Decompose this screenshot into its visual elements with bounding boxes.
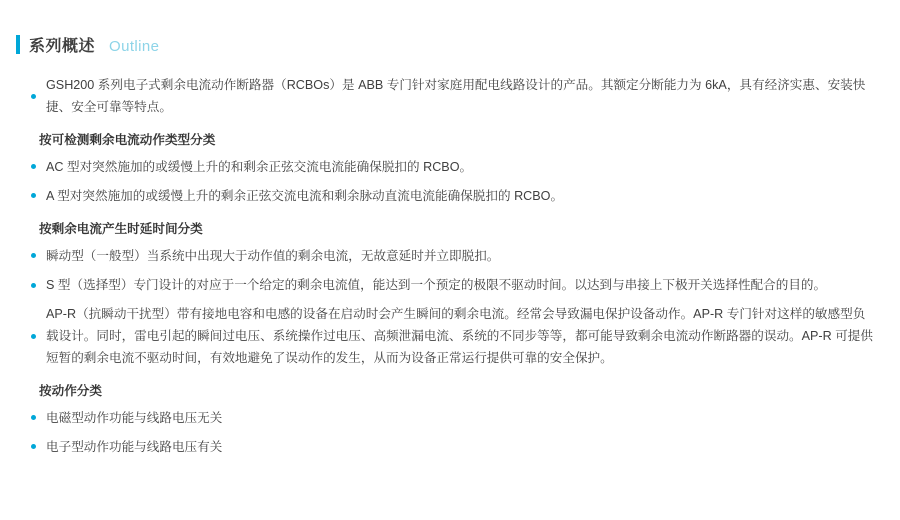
list-item-text: AC 型对突然施加的或缓慢上升的和剩余正弦交流电流能确保脱扣的 RCBO。 <box>46 160 473 174</box>
list-item <box>30 436 874 458</box>
list-item-text: GSH200 系列电子式剩余电流动作断路器（RCBOs）是 ABB 专门针对家庭用配电线路设计的产品。其额定分断能力为 6kA，具有经济实惠、安装快捷、安全可靠等特点。 <box>46 78 866 114</box>
bullet-dot-icon <box>31 253 36 258</box>
accent-bar-icon <box>16 35 20 54</box>
bullet-dot-icon <box>31 444 36 449</box>
page-title-en: Outline <box>109 38 160 55</box>
list-item <box>30 245 874 267</box>
list-item-text: A 型对突然施加的或缓慢上升的剩余正弦交流电流和剩余脉动直流电流能确保脱扣的 RCBO。 <box>46 189 564 203</box>
page-title <box>14 32 874 56</box>
bullet-dot-icon <box>31 94 36 99</box>
section-subheading: 按动作分类 <box>39 384 102 398</box>
bullet-dot-icon <box>31 193 36 198</box>
outline-content <box>14 74 874 458</box>
list-item <box>30 156 874 178</box>
list-item-text: 电子型动作功能与线路电压有关 <box>46 440 223 454</box>
list-item <box>30 274 874 296</box>
list-item <box>30 185 874 207</box>
list-item <box>30 303 874 369</box>
list-item <box>30 407 874 429</box>
page-title-cn: 系列概述 <box>29 38 96 55</box>
section-subheading: 按可检测剩余电流动作类型分类 <box>39 133 216 147</box>
bullet-dot-icon <box>31 283 36 288</box>
list-item-text: 电磁型动作功能与线路电压无关 <box>46 411 223 425</box>
bullet-dot-icon <box>31 164 36 169</box>
list-item-text: AP-R（抗瞬动干扰型）带有接地电容和电感的设备在启动时会产生瞬间的剩余电流。经常会导致漏电保护设备动作。AP-R 专门针对这样的敏感型负载设计。同时，雷电引起的瞬间过电压、系统操作过电压、高频泄漏电流、系统的不同步等等，都可能导致剩余电流动作断路器的误动。AP-R 可提供短暂的剩余电流不驱动时间，有效地避免了误动作的发生，从而为设备正常运行提供可靠的安全保护。 <box>46 307 873 365</box>
list-item-text: S 型（选择型）专门设计的对应于一个给定的剩余电流值，能达到一个预定的极限不驱动时间。以达到与串接上下极开关选择性配合的目的。 <box>46 278 827 292</box>
bullet-dot-icon <box>31 334 36 339</box>
list-item <box>30 74 874 118</box>
bullet-dot-icon <box>31 415 36 420</box>
list-item-text: 瞬动型（一般型）当系统中出现大于动作值的剩余电流，无故意延时并立即脱扣。 <box>46 249 500 263</box>
section-subheading: 按剩余电流产生时延时间分类 <box>39 222 203 236</box>
